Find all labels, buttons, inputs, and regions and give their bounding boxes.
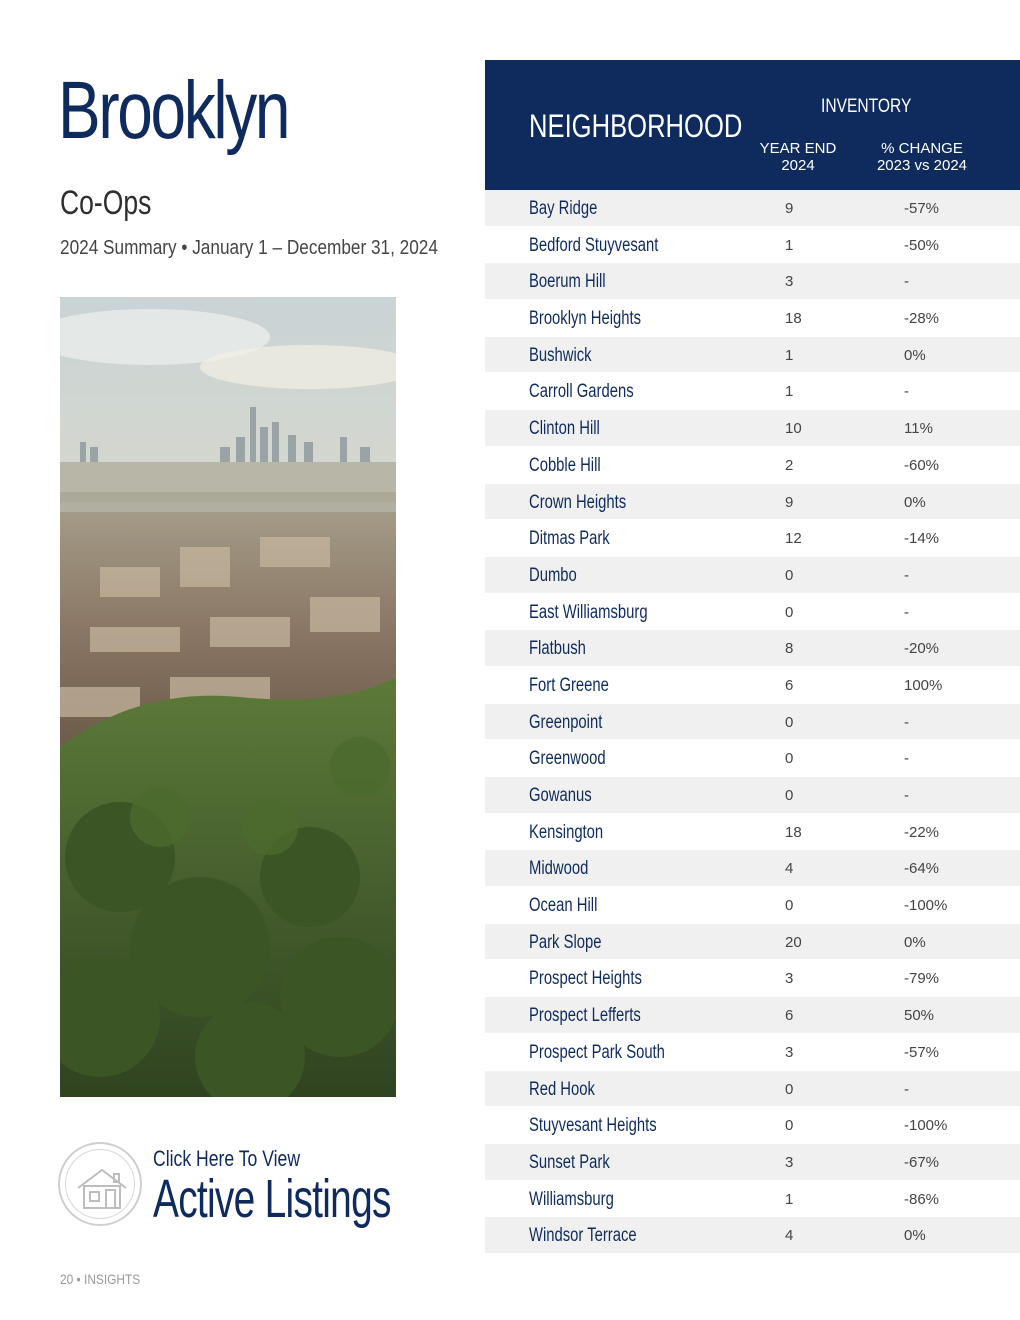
- neighborhood-name: Ditmas Park: [529, 528, 610, 550]
- table-row: [485, 997, 1020, 1034]
- table-row: [485, 740, 1020, 777]
- percent-change: -64%: [904, 860, 940, 878]
- percent-change: 11%: [904, 420, 933, 438]
- year-end-inventory: 2: [785, 456, 794, 474]
- table-header: [485, 60, 1020, 190]
- neighborhood-name: Prospect Lefferts: [529, 1005, 641, 1027]
- year-end-inventory: 0: [785, 1117, 794, 1135]
- neighborhood-name: Flatbush: [529, 638, 586, 660]
- table-row: [485, 373, 1020, 410]
- year-end-inventory: 0: [785, 713, 794, 731]
- percent-change: -57%: [904, 200, 940, 217]
- year-end-inventory: 6: [785, 1007, 794, 1025]
- year-end-inventory: 10: [785, 420, 802, 438]
- percent-change: -100%: [904, 897, 948, 915]
- year-end-inventory: 0: [785, 750, 794, 768]
- percent-change: 0%: [904, 493, 926, 511]
- percent-change: -: [904, 787, 909, 804]
- year-end-inventory: 18: [785, 310, 802, 328]
- year-end-inventory: 1: [785, 383, 794, 401]
- neighborhood-name: Bay Ridge: [529, 198, 598, 219]
- percent-change: -: [904, 1080, 909, 1098]
- neighborhood-name: Brooklyn Heights: [529, 308, 642, 330]
- percent-change: 0%: [904, 346, 926, 364]
- column-header-percent-change: % CHANGE 2023 vs 2024: [876, 140, 968, 174]
- year-end-inventory: 0: [785, 897, 794, 915]
- percent-change: -: [904, 566, 909, 584]
- percent-change: -100%: [904, 1117, 948, 1135]
- year-end-inventory: 0: [785, 1080, 794, 1098]
- table-row: [485, 777, 1020, 814]
- year-end-inventory: 20: [785, 933, 802, 951]
- year-end-inventory: 18: [785, 823, 802, 841]
- percent-change: 0%: [904, 1227, 926, 1245]
- active-listings-link[interactable]: [58, 1142, 391, 1232]
- year-end-inventory: 6: [785, 676, 794, 694]
- neighborhood-name: Stuyvesant Heights: [529, 1115, 657, 1137]
- percent-change: -14%: [904, 530, 940, 548]
- table-row: [485, 410, 1020, 447]
- percent-change: -: [904, 713, 909, 731]
- table-row: [485, 924, 1020, 961]
- percent-change: -: [904, 273, 909, 291]
- year-end-inventory: 9: [785, 200, 794, 217]
- year-end-inventory: 3: [785, 273, 794, 291]
- table-row: [485, 190, 1020, 227]
- year-end-inventory: 9: [785, 493, 794, 511]
- percent-change: -57%: [904, 1043, 940, 1061]
- page-footer: 20 • INSIGHTS: [60, 1271, 141, 1287]
- percent-change: 100%: [904, 676, 943, 694]
- table-row: [485, 337, 1020, 374]
- neighborhood-name: Cobble Hill: [529, 454, 601, 476]
- year-end-inventory: 1: [785, 1190, 794, 1208]
- active-listings-label[interactable]: Active Listings: [153, 1169, 391, 1229]
- table-row: [485, 667, 1020, 704]
- summary-period: 2024 Summary • January 1 – December 31, 2024: [60, 237, 438, 259]
- page-title: Brooklyn: [58, 65, 289, 156]
- neighborhood-name: Kensington: [529, 821, 604, 843]
- neighborhood-name: Boerum Hill: [529, 271, 606, 293]
- neighborhood-name: Fort Greene: [529, 674, 609, 696]
- neighborhood-name: Greenpoint: [529, 711, 603, 733]
- table-row: [485, 960, 1020, 997]
- table-body: [485, 190, 1020, 1254]
- neighborhood-name: East Williamsburg: [529, 601, 648, 623]
- neighborhood-name: Midwood: [529, 858, 589, 880]
- percent-change: -: [904, 603, 909, 621]
- table-row: [485, 704, 1020, 741]
- year-end-inventory: 1: [785, 346, 794, 364]
- year-end-inventory: 4: [785, 860, 794, 878]
- year-end-inventory: 0: [785, 787, 794, 804]
- table-row: [485, 594, 1020, 631]
- percent-change: -67%: [904, 1153, 940, 1171]
- percent-change: 50%: [904, 1007, 935, 1025]
- percent-change: -50%: [904, 236, 940, 254]
- page-subtitle: Co-Ops: [60, 184, 152, 222]
- table-row: [485, 484, 1020, 521]
- neighborhood-name: Bedford Stuyvesant: [529, 234, 659, 256]
- percent-change: -86%: [904, 1190, 940, 1208]
- percent-change: -60%: [904, 456, 940, 474]
- neighborhood-name: Bushwick: [529, 344, 592, 366]
- column-group-inventory: INVENTORY: [821, 96, 912, 117]
- neighborhood-name: Ocean Hill: [529, 895, 598, 917]
- year-end-inventory: 8: [785, 640, 794, 658]
- neighborhood-name: Windsor Terrace: [529, 1225, 637, 1247]
- percent-change: -79%: [904, 970, 940, 988]
- neighborhood-name: Clinton Hill: [529, 418, 600, 440]
- table-row: [485, 887, 1020, 924]
- table-row: [485, 300, 1020, 337]
- year-end-inventory: 4: [785, 1227, 794, 1245]
- neighborhood-name: Park Slope: [529, 931, 602, 953]
- year-end-inventory: 12: [785, 530, 802, 548]
- percent-change: -: [904, 750, 909, 768]
- column-header-year-end: YEAR END 2024: [759, 140, 837, 174]
- year-end-inventory: 0: [785, 566, 794, 584]
- table-row: [485, 227, 1020, 264]
- neighborhood-name: Red Hook: [529, 1078, 595, 1100]
- year-end-inventory: 3: [785, 1153, 794, 1171]
- percent-change: -28%: [904, 310, 940, 328]
- table-row: [485, 263, 1020, 300]
- house-icon: [58, 1142, 142, 1226]
- percent-change: 0%: [904, 933, 926, 951]
- table-row: [485, 1144, 1020, 1181]
- neighborhood-name: Carroll Gardens: [529, 381, 634, 403]
- percent-change: -22%: [904, 823, 940, 841]
- table-row: [485, 557, 1020, 594]
- neighborhood-name: Sunset Park: [529, 1151, 610, 1173]
- active-listings-prompt[interactable]: Click Here To View: [153, 1146, 301, 1171]
- neighborhood-name: Gowanus: [529, 785, 592, 806]
- table-row: [485, 1071, 1020, 1108]
- neighborhood-name: Dumbo: [529, 564, 577, 586]
- neighborhood-name: Greenwood: [529, 748, 606, 770]
- city-skyline-photo: [60, 297, 396, 1097]
- neighborhood-name: Prospect Park South: [529, 1041, 665, 1063]
- year-end-inventory: 0: [785, 603, 794, 621]
- inventory-table: [485, 60, 1020, 1254]
- percent-change: -20%: [904, 640, 940, 658]
- year-end-inventory: 1: [785, 236, 794, 254]
- table-row: [485, 850, 1020, 887]
- table-row: [485, 520, 1020, 557]
- year-end-inventory: 3: [785, 1043, 794, 1061]
- neighborhood-name: Crown Heights: [529, 491, 627, 513]
- percent-change: -: [904, 383, 909, 401]
- table-row: [485, 1034, 1020, 1071]
- table-row: [485, 814, 1020, 851]
- table-row: [485, 1181, 1020, 1218]
- neighborhood-name: Williamsburg: [529, 1188, 614, 1210]
- table-row: [485, 1107, 1020, 1144]
- neighborhood-name: Prospect Heights: [529, 968, 642, 990]
- table-row: [485, 1217, 1020, 1254]
- table-row: [485, 447, 1020, 484]
- year-end-inventory: 3: [785, 970, 794, 988]
- column-header-neighborhood: NEIGHBORHOOD: [529, 108, 743, 144]
- table-row: [485, 630, 1020, 667]
